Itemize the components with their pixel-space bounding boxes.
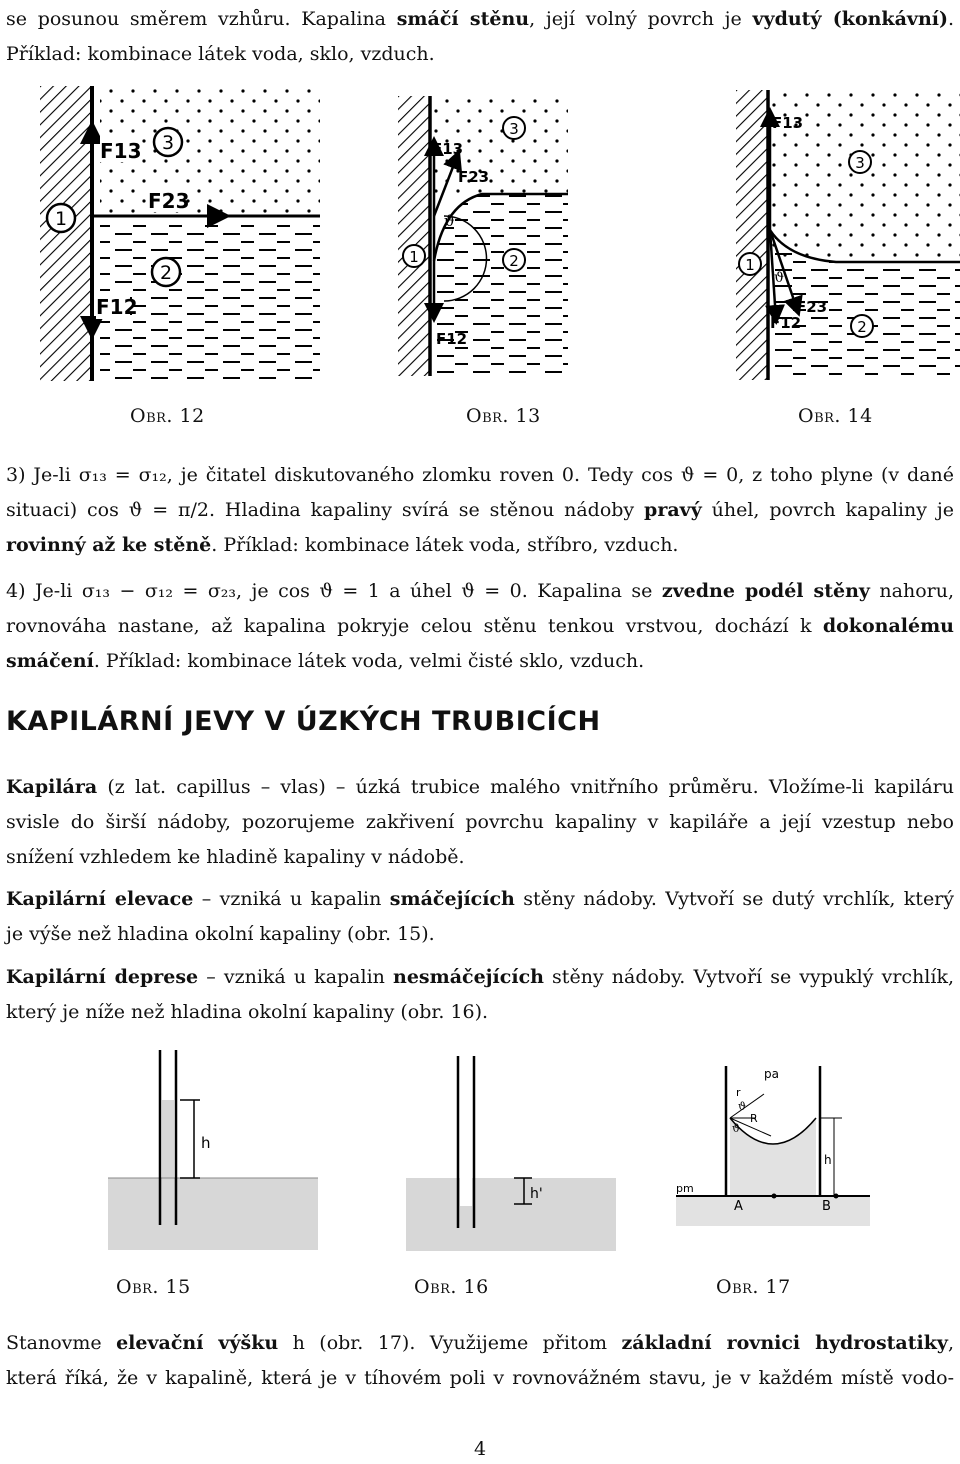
intro-bold-concave: vydutý (konkávní) <box>752 8 948 30</box>
fig12-f13-label: F13 <box>100 139 142 163</box>
caption-fig15: Obr. 15 <box>116 1276 191 1298</box>
final-bold-hydrostatics: základní rovnici hydrostatiky <box>621 1332 948 1354</box>
capillary-text: (z lat. capillus – vlas) – úzká trubice malého vnitřního průměru. Vložíme-li kapiláru <box>97 776 954 798</box>
depression-line2: který je níže než hladina okolní kapaliny (obr. 16). <box>6 1001 489 1023</box>
section-heading: KAPILÁRNÍ JEVY V ÚZKÝCH TRUBICÍCH <box>6 706 601 737</box>
fig17-R-label: R <box>750 1112 758 1125</box>
fig13-f23-label: F23 <box>458 168 490 186</box>
case3-text: úhel, povrch kapaliny je <box>701 499 954 521</box>
final-text: h (obr. 17). Využijeme přitom <box>278 1332 622 1354</box>
figure-15 <box>108 1050 318 1250</box>
final-text: Stanovme <box>6 1332 117 1354</box>
case4-bold-rises: zvedne podél stěny <box>661 580 870 602</box>
case3-text: situaci) cos ϑ = π/2. Hladina kapaliny svírá se stěnou nádoby <box>6 499 645 521</box>
fig14-label-1: 1 <box>745 256 755 274</box>
capillary-line2: svisle do širší nádoby, pozorujeme zakřivení povrchu kapaliny v kapiláře a její vzestup nebo <box>6 811 954 833</box>
final-text: , <box>947 1332 954 1354</box>
fig13-f12-label: F12 <box>436 330 468 348</box>
capillary-line3: snížení vzhledem ke hladině kapaliny v nádobě. <box>6 846 465 868</box>
intro-text: , její volný povrch je <box>529 8 753 30</box>
figure-16 <box>406 1056 616 1251</box>
fig14-f12-label: F12 <box>770 314 802 332</box>
fig17-pa-label: pa <box>764 1067 779 1081</box>
case4-bold-wetting: smáčení <box>6 650 94 672</box>
case3-paragraph <box>6 458 954 563</box>
fig13-label-2: 2 <box>509 252 519 270</box>
figure-12 <box>40 86 320 381</box>
elevation-text: – vzniká u kapalin <box>193 888 390 910</box>
intro-text: se posunou směrem vzhůru. Kapalina <box>6 8 397 30</box>
elevation-paragraph <box>6 882 954 952</box>
depression-bold-nonwetting: nesmáčejících <box>393 966 544 988</box>
intro-bold-wets-wall: smáčí stěnu <box>396 8 530 30</box>
fig13-label-3: 3 <box>509 120 519 138</box>
fig12-f12-label: F12 <box>96 295 138 319</box>
elevation-text: stěny nádoby. Vytvoří se dutý vrchlík, který <box>514 888 955 910</box>
fig14-f13-label: F13 <box>772 114 804 132</box>
fig17-h-label: h <box>824 1153 832 1167</box>
case4-text: nahoru, <box>869 580 954 602</box>
caption-fig16: Obr. 16 <box>414 1276 489 1298</box>
fig14-theta-label: ϑ <box>774 270 785 286</box>
intro-paragraph <box>6 2 954 72</box>
case4-paragraph <box>6 574 954 679</box>
fig12-label-3: 3 <box>161 132 175 154</box>
caption-fig12: Obr. 12 <box>130 405 205 427</box>
fig13-label-1: 1 <box>409 248 419 266</box>
capillary-term: Kapilára <box>6 776 98 798</box>
fig12-label-1: 1 <box>54 208 68 230</box>
fig17-theta-label-2: ϑ <box>732 1122 740 1135</box>
fig17-A-label: A <box>734 1199 743 1214</box>
intro-example: Příklad: kombinace látek voda, sklo, vzduch. <box>6 43 435 65</box>
depression-paragraph <box>6 960 954 1030</box>
figure-14 <box>736 90 960 380</box>
case4-example: . Příklad: kombinace látek voda, velmi čisté sklo, vzduch. <box>93 650 645 672</box>
case4-text: 4) Je-li σ₁₃ − σ₁₂ = σ₂₃, je cos ϑ = 1 a úhel ϑ = 0. Kapalina se <box>6 580 662 602</box>
fig17-r-label: r <box>736 1086 741 1099</box>
figure-17 <box>676 1066 870 1226</box>
fig12-f23-label: F23 <box>148 189 190 213</box>
depression-text: – vzniká u kapalin <box>198 966 394 988</box>
fig17-B-label: B <box>822 1199 831 1214</box>
fig17-theta-label: ϑ <box>738 1100 746 1113</box>
caption-fig13: Obr. 13 <box>466 405 541 427</box>
fig16-h-label: h' <box>530 1186 543 1202</box>
elevation-line2: je výše než hladina okolní kapaliny (obr. 15). <box>6 923 435 945</box>
caption-fig14: Obr. 14 <box>798 405 873 427</box>
fig12-label-2: 2 <box>159 262 173 284</box>
fig17-pm-label: pm <box>676 1182 694 1195</box>
fig13-theta-label: ϑ <box>444 212 455 230</box>
depression-text: stěny nádoby. Vytvoří se vypuklý vrchlík, <box>543 966 954 988</box>
fig15-h-label: h <box>201 1134 211 1152</box>
fig14-label-2: 2 <box>857 318 867 336</box>
case3-example: . Příklad: kombinace látek voda, stříbro, vzduch. <box>211 534 679 556</box>
final-bold-elevation-height: elevační výšku <box>116 1332 279 1354</box>
final-line2: která říká, že v kapalině, která je v tíhovém poli v rovnovážném stavu, je v každém místě vodo- <box>6 1367 954 1389</box>
final-paragraph <box>6 1326 954 1396</box>
fig14-label-3: 3 <box>855 154 865 172</box>
intro-text: . <box>947 8 955 30</box>
case3-bold-flat: rovinný až ke stěně <box>6 534 212 556</box>
case4-bold-perfect: dokonalému <box>822 615 954 637</box>
elevation-term: Kapilární elevace <box>6 888 194 910</box>
page-number: 4 <box>473 1438 487 1460</box>
case3-bold-right-angle: pravý <box>644 499 702 521</box>
capillary-paragraph <box>6 770 954 875</box>
fig13-f13-label: F13 <box>432 140 464 158</box>
case3-line1: 3) Je-li σ₁₃ = σ₁₂, je čitatel diskutovaného zlomku roven 0. Tedy cos ϑ = 0, z toho plyne (v dané <box>6 464 954 486</box>
caption-fig17: Obr. 17 <box>716 1276 791 1298</box>
figure-13 <box>398 96 568 376</box>
elevation-bold-wetting: smáčejících <box>389 888 515 910</box>
depression-term: Kapilární deprese <box>6 966 199 988</box>
case4-text: rovnováha nastane, až kapalina pokryje celou stěnu tenkou vrstvou, dochází k <box>6 615 823 637</box>
fig14-f23-label: F23 <box>796 298 828 316</box>
